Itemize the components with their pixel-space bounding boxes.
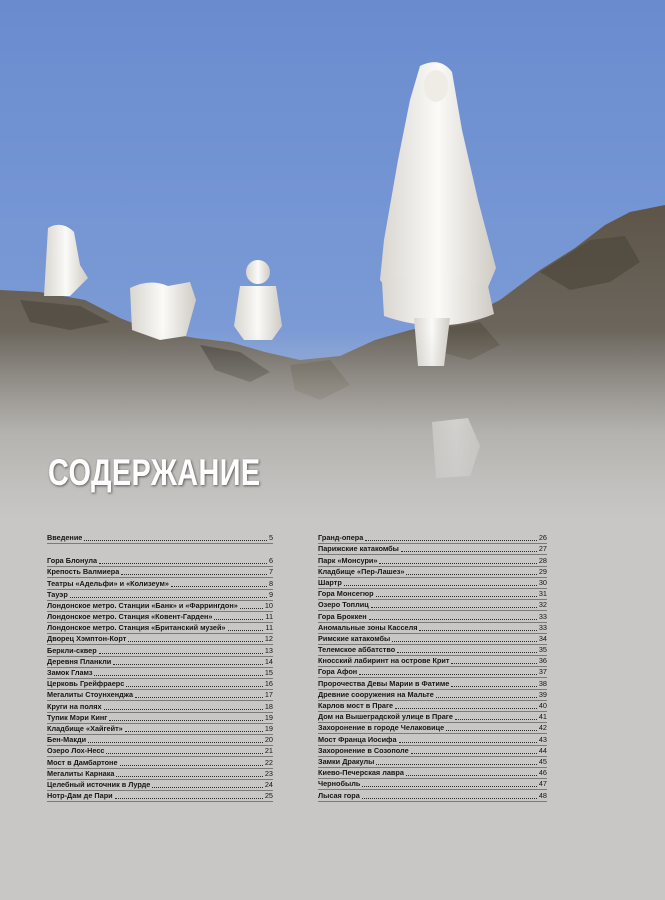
toc-entry-title: Лысая гора <box>318 790 360 800</box>
toc-entry-page: 45 <box>538 756 547 766</box>
toc-entry-title: Лондонское метро. Станции «Банк» и «Фаррингдон» <box>47 600 238 610</box>
toc-entry[interactable] <box>318 746 547 757</box>
toc-dot-leader <box>397 652 537 653</box>
toc-entry-title: Киево-Печерская лавра <box>318 768 404 778</box>
toc-entry-page: 6 <box>268 556 273 566</box>
toc-entry[interactable] <box>47 735 273 746</box>
toc-entry-page: 10 <box>264 600 273 610</box>
toc-entry-title: Целебный источник в Лурде <box>47 779 151 789</box>
toc-entry[interactable] <box>47 590 273 601</box>
toc-entry-title: Захоронение в Созополе <box>318 745 409 755</box>
toc-dot-leader <box>436 697 537 698</box>
toc-dot-leader <box>419 630 536 631</box>
toc-entry-title: Беркли-сквер <box>47 645 97 655</box>
toc-entry-page: 37 <box>538 667 547 677</box>
toc-dot-leader <box>99 653 263 654</box>
toc-entry-page: 21 <box>264 746 273 756</box>
toc-entry-title: Дворец Хэмптон-Корт <box>47 634 127 644</box>
toc-entry-page: 46 <box>538 768 547 778</box>
toc-entry-page: 19 <box>264 723 273 733</box>
toc-dot-leader <box>451 686 537 687</box>
toc-entry-page: 9 <box>268 589 273 599</box>
toc-entry-page: 48 <box>538 790 547 800</box>
toc-dot-leader <box>171 586 267 587</box>
toc-entry-title: Аномальные зоны Касселя <box>318 622 418 632</box>
toc-entry-title: Чернобыль <box>318 779 361 789</box>
toc-dot-leader <box>128 641 263 642</box>
toc-entry[interactable] <box>318 656 547 667</box>
toc-entry[interactable] <box>47 791 273 802</box>
toc-dot-leader <box>371 607 537 608</box>
toc-entry-title: Шартр <box>318 577 342 587</box>
toc-entry-page: 30 <box>538 577 547 587</box>
toc-entry-title: Замок Гламз <box>47 668 93 678</box>
toc-entry-page: 41 <box>538 712 547 722</box>
toc-entry-title: Введение <box>47 533 83 543</box>
toc-entry-page: 39 <box>538 689 547 699</box>
toc-entry-page: 35 <box>538 645 547 655</box>
toc-entry-title: Тупик Мэри Кинг <box>47 712 108 722</box>
toc-entry[interactable] <box>318 667 547 678</box>
toc-entry-page: 18 <box>264 701 273 711</box>
toc-dot-leader <box>135 697 263 698</box>
toc-entry-page: 29 <box>538 566 547 576</box>
toc-dot-leader <box>376 596 537 597</box>
toc-column-left <box>47 533 273 802</box>
toc-entry-title: Гора Блонула <box>47 556 98 566</box>
toc-dot-leader <box>446 730 537 731</box>
toc-dot-leader <box>392 641 537 642</box>
toc-entry-page: 11 <box>265 623 273 633</box>
toc-entry-title: Кладбище «Хайгейт» <box>47 723 123 733</box>
toc-entry-page: 16 <box>264 679 273 689</box>
toc-dot-leader <box>376 764 536 765</box>
toc-entry-title: Дом на Вышеградской улице в Праге <box>318 712 453 722</box>
toc-entry-title: Мост в Дамбартоне <box>47 757 118 767</box>
toc-entry-title: Пророчества Девы Марии в Фатиме <box>318 678 450 688</box>
toc-entry[interactable] <box>318 634 547 645</box>
toc-dot-leader <box>379 563 536 564</box>
toc-entry-page: 28 <box>538 555 547 565</box>
toc-entry-page: 24 <box>264 779 273 789</box>
toc-entry-title: Римские катакомбы <box>318 633 391 643</box>
toc-entry-page: 20 <box>264 735 273 745</box>
toc-entry-page: 5 <box>268 533 273 543</box>
toc-entry-title: Карлов мост в Праге <box>318 701 394 710</box>
toc-entry-title: Театры «Адельфи» и «Колизеум» <box>47 578 169 588</box>
toc-dot-leader <box>120 765 263 766</box>
toc-entry[interactable] <box>318 533 547 544</box>
toc-entry-page: 15 <box>264 668 273 678</box>
toc-entry-title: Озеро Топлиц <box>318 600 369 610</box>
toc-dot-leader <box>365 540 537 541</box>
toc-entry-title: Тауэр <box>47 589 68 599</box>
toc-entry[interactable] <box>47 578 273 589</box>
toc-entry-page: 31 <box>538 589 547 599</box>
toc-entry[interactable] <box>47 724 273 735</box>
toc-entry-page: 23 <box>264 768 273 778</box>
toc-entry-page: 13 <box>264 645 273 655</box>
toc-entry-title: Озеро Лох-Несс <box>47 746 105 756</box>
toc-entry-title: Мост Франца Иосифа <box>318 734 397 744</box>
toc-dot-leader <box>88 742 263 743</box>
toc-dot-leader <box>344 585 537 586</box>
toc-entry-title: Гора Афон <box>318 667 358 677</box>
toc-dot-leader <box>84 540 267 541</box>
toc-entry-page: 25 <box>264 791 273 801</box>
toc-entry-page: 43 <box>538 734 547 744</box>
toc-dot-leader <box>411 753 537 754</box>
toc-entry-page: 40 <box>538 701 547 710</box>
toc-entry[interactable] <box>318 645 547 656</box>
toc-entry[interactable] <box>47 668 273 679</box>
toc-entry[interactable] <box>318 757 547 768</box>
toc-dot-leader <box>70 597 267 598</box>
toc-entry-title: Древние сооружения на Мальте <box>318 689 434 699</box>
toc-entry-page: 44 <box>538 745 547 755</box>
toc-entry[interactable] <box>318 544 547 555</box>
toc-entry-title: Гора Монсегюр <box>318 589 374 599</box>
toc-column-right <box>318 533 547 802</box>
toc-entry-page: 11 <box>265 612 273 622</box>
toc-entry[interactable] <box>318 734 547 745</box>
toc-dot-leader <box>399 742 537 743</box>
toc-entry-page: 36 <box>538 656 547 666</box>
toc-dot-leader <box>116 776 262 777</box>
toc-entry-page: 38 <box>538 678 547 688</box>
toc-entry-title: Кносский лабиринт на острове Крит <box>318 656 450 666</box>
toc-entry[interactable] <box>47 690 273 701</box>
toc-dot-leader <box>406 574 536 575</box>
toc-entry-title: Лондонское метро. Станция «Ковент-Гарден» <box>47 612 213 622</box>
toc-entry-title: Крепость Валмиера <box>47 567 120 577</box>
toc-dot-leader <box>362 786 537 787</box>
toc-entry[interactable] <box>318 779 547 790</box>
toc-entry-page: 42 <box>538 723 547 733</box>
toc-dot-leader <box>94 675 262 676</box>
toc-entry-title: Деревня Планкли <box>47 656 112 666</box>
page-title: СОДЕРЖАНИЕ <box>48 452 261 493</box>
toc-entry[interactable] <box>318 723 547 734</box>
toc-entry[interactable] <box>318 623 547 634</box>
toc-entry-title: Замки Дракулы <box>318 756 375 766</box>
toc-dot-leader <box>126 686 263 687</box>
toc-entry[interactable] <box>47 601 273 612</box>
toc-dot-leader <box>455 719 537 720</box>
toc-dot-leader <box>362 798 537 799</box>
toc-dot-leader <box>369 619 537 620</box>
toc-entry-page: 19 <box>264 712 273 722</box>
toc-dot-leader <box>104 709 263 710</box>
toc-entry[interactable] <box>318 768 547 779</box>
toc-entry-title: Захоронение в городе Челаковице <box>318 723 445 733</box>
toc-entry[interactable] <box>318 790 547 801</box>
toc-entry[interactable] <box>318 567 547 578</box>
toc-entry[interactable] <box>47 679 273 690</box>
toc-entry[interactable] <box>318 611 547 622</box>
toc-entry[interactable] <box>318 555 547 566</box>
toc-entry[interactable] <box>47 746 273 757</box>
toc-entry-page: 33 <box>538 611 547 621</box>
toc-dot-leader <box>359 674 537 675</box>
toc-dot-leader <box>214 619 263 620</box>
toc-entry[interactable] <box>47 757 273 768</box>
toc-dot-leader <box>240 608 263 609</box>
toc-entry-page: 32 <box>538 600 547 610</box>
toc-entry-title: Парижские катакомбы <box>318 544 399 554</box>
toc-dot-leader <box>406 775 537 776</box>
toc-entry-title: Кладбище «Пер-Лашез» <box>318 566 405 576</box>
toc-entry[interactable] <box>47 713 273 724</box>
toc-entry[interactable] <box>47 657 273 668</box>
toc-dot-leader <box>228 630 264 631</box>
toc-entry-page: 8 <box>268 578 273 588</box>
toc-entry[interactable] <box>47 780 273 791</box>
toc-entry[interactable] <box>47 533 273 544</box>
toc-entry[interactable] <box>318 678 547 689</box>
toc-entry[interactable] <box>318 578 547 589</box>
toc-entry[interactable] <box>47 556 273 567</box>
toc-dot-leader <box>99 563 267 564</box>
toc-entry[interactable] <box>318 712 547 723</box>
toc-entry-title: Лондонское метро. Станция «Британский музей» <box>47 623 226 633</box>
toc-entry-title: Нотр-Дам де Пари <box>47 791 113 801</box>
toc-entry[interactable] <box>47 623 273 634</box>
toc-dot-leader <box>451 663 536 664</box>
toc-entry[interactable] <box>47 769 273 780</box>
toc-dot-leader <box>401 551 537 552</box>
toc-entry-title: Мегалиты Карнака <box>47 768 115 778</box>
toc-entry-page: 47 <box>538 779 547 789</box>
toc-entry-page: 22 <box>264 757 273 767</box>
toc-entry[interactable] <box>47 612 273 623</box>
toc-entry[interactable] <box>47 645 273 656</box>
toc-entry[interactable] <box>318 600 547 611</box>
toc-dot-leader <box>106 753 262 754</box>
toc-entry[interactable] <box>318 690 547 701</box>
toc-entry[interactable] <box>318 701 547 712</box>
toc-entry-title: Церковь Грейфраерс <box>47 679 125 689</box>
toc-entry-page: 27 <box>538 544 547 554</box>
toc-entry-title: Круги на полях <box>47 701 102 711</box>
toc-entry[interactable] <box>47 634 273 645</box>
toc-dot-leader <box>115 798 263 799</box>
toc-dot-leader <box>113 664 263 665</box>
toc-entry-page: 34 <box>538 633 547 643</box>
toc-entry-page: 26 <box>538 533 547 543</box>
toc-entry-title: Гора Броккен <box>318 611 367 621</box>
toc-entry-page: 7 <box>268 567 273 577</box>
toc-dot-leader <box>152 787 263 788</box>
toc-dot-leader <box>395 708 537 709</box>
toc-entry-title: Телемское аббатство <box>318 645 396 655</box>
toc-entry-title: Парк «Монсури» <box>318 555 378 565</box>
toc-entry-page: 12 <box>264 634 273 644</box>
toc-entry[interactable] <box>318 589 547 600</box>
toc-dot-leader <box>121 574 267 575</box>
toc-entry-title: Мегалиты Стоунхенджа <box>47 690 134 700</box>
toc-entry-page: 14 <box>264 656 273 666</box>
toc-entry-title: Бен-Макди <box>47 735 87 745</box>
toc-dot-leader <box>125 731 263 732</box>
toc-entry-page: 17 <box>264 690 273 700</box>
toc-entry[interactable] <box>47 567 273 578</box>
toc-entry-title: Гранд-опера <box>318 533 364 543</box>
toc-entry-page: 33 <box>538 622 547 632</box>
toc-entry[interactable] <box>47 701 273 712</box>
toc-dot-leader <box>109 720 263 721</box>
